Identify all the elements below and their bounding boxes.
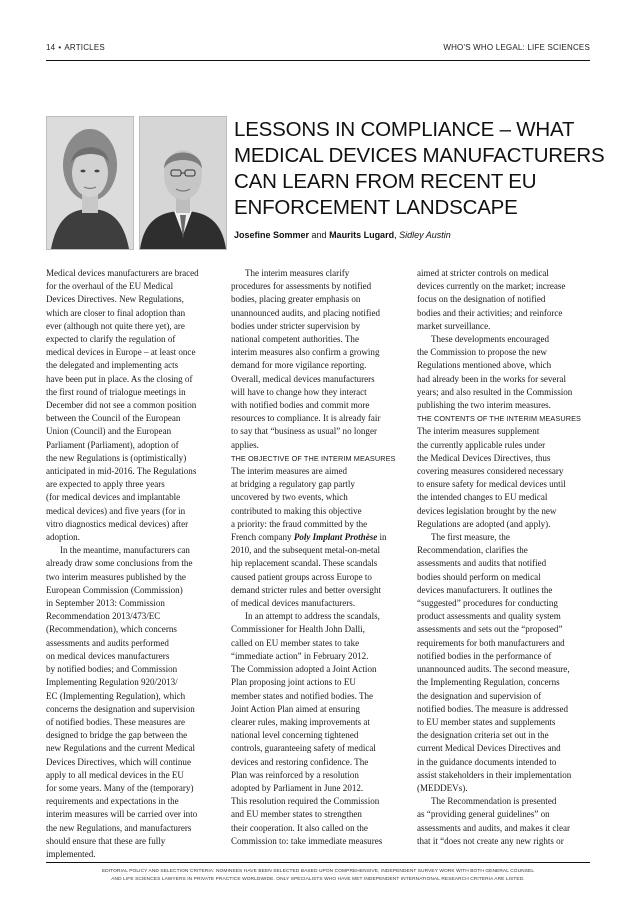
- paragraph-line: Overall, medical devices manufacturers: [231, 373, 375, 384]
- paragraph-line: the Commission to propose the new: [417, 347, 547, 358]
- paragraph-line: publishing the two interim measures.: [417, 400, 551, 411]
- paragraph: [231, 610, 403, 848]
- paragraph-line: In an attempt to address the scandals,: [245, 611, 380, 622]
- paragraph-line: Plan was reinforced by a resolution: [231, 769, 359, 780]
- paragraph-line: The first measure, the: [431, 532, 510, 543]
- paragraph-line: national level concerning tightened: [231, 730, 359, 741]
- author-photo-josefine-sommer: [46, 116, 134, 250]
- paragraph-line: assessments and audits, and makes it clear: [417, 822, 571, 833]
- paragraph-line: Medical devices manufacturers are braced: [46, 268, 199, 278]
- paragraph: [417, 795, 589, 848]
- page-header-left: [46, 43, 105, 52]
- paragraph-line: The interim measures are aimed: [231, 466, 348, 477]
- paragraph-line: bodies and their activities; and reinforce: [417, 307, 563, 318]
- paragraph-line: notified bodies in the performance of: [417, 650, 552, 661]
- paragraph-line: contributed to making this objective: [231, 505, 362, 516]
- paragraph: [417, 333, 589, 412]
- paragraph-line: between the Council of the European: [46, 413, 181, 424]
- paragraph-line: In the meantime, manufacturers can: [60, 545, 190, 556]
- footer-line: AND LIFE SCIENCES LAWYERS IN PRIVATE PRACTICE WORLDWIDE. ONLY SPECIALISTS WHO HAVE MET INDEPENDENT INTERNATIONAL RESEARCH CRITERIA ARE LISTED.: [111, 877, 525, 882]
- paragraph-line: procedures for assessments by notified: [231, 281, 372, 292]
- paragraph-line: bodies should perform on medical: [417, 571, 541, 582]
- paragraph-line: notified bodies. The measure is addressed: [417, 703, 569, 714]
- paragraph-line: (Recommendation), which concerns: [46, 624, 177, 635]
- page-number: 14: [46, 43, 56, 52]
- paragraph-line: the designation criteria set out in the: [417, 730, 549, 741]
- paragraph-line: Implementing Regulation 920/2013/: [46, 677, 178, 688]
- paragraph-line: as “providing general guidelines” on: [417, 809, 550, 820]
- paragraph-line: new Regulations and the current Medical: [46, 743, 195, 754]
- paragraph-line: for some years. Many of the (temporary): [46, 782, 194, 793]
- paragraph-line: (for medical devices and implantable: [46, 492, 181, 503]
- paragraph-line: market surveillance.: [417, 320, 491, 331]
- footer-line: EDITORIAL POLICY AND SELECTION CRITERIA: NOMINEES HAVE BEEN SELECTED BASED UPON COMPREHENSIVE, INDEPENDENT SURVEY WORK WITH BOTH GENERAL COUNSEL: [101, 869, 535, 874]
- paragraph-line: concerns the designation and supervision: [46, 703, 195, 714]
- byline-comma: ,: [394, 230, 400, 240]
- paragraph: [417, 531, 589, 795]
- paragraph-line: the currently applicable rules under: [417, 439, 546, 450]
- paragraph-line: EC (Implementing Regulation), which: [46, 690, 186, 701]
- paragraph-line: controls, guaranteeing safety of medical: [231, 743, 376, 754]
- paragraph-line: hip replacement scandal. These scandals: [231, 558, 378, 569]
- editorial-policy-footer: [46, 868, 590, 884]
- paragraph-line: unannounced audits. The second measure,: [417, 664, 570, 675]
- paragraph: [231, 267, 403, 452]
- paragraph-line: demand stricter rules and better oversight: [231, 584, 381, 595]
- paragraph-line: resources to compliance. It is already fair: [231, 413, 381, 424]
- title-line: MEDICAL DEVICES MANUFACTURERS: [234, 144, 605, 167]
- paragraph-line: devices legislation brought by the new: [417, 505, 557, 516]
- paragraph-line: interim measures also confirm a growing: [231, 347, 380, 358]
- paragraph-line: Regulations are adopted (and apply).: [417, 518, 551, 529]
- paragraph-line: member states and notified bodies. The: [231, 690, 374, 701]
- header-divider: [46, 60, 590, 61]
- paragraph-line: should ensure that these are fully: [46, 835, 166, 846]
- paragraph-line: the Medical Devices Directives, thus: [417, 452, 551, 463]
- author-name: Josefine Sommer: [234, 230, 310, 240]
- section-label: ARTICLES: [64, 43, 105, 52]
- paragraph-line: will have to change how they interact: [231, 386, 367, 397]
- paragraph-line: by notified bodies; and Commission: [46, 664, 178, 675]
- paragraph-line: “immediate action” in February 2012.: [231, 650, 369, 661]
- paragraph-line: 2010, and the subsequent metal-on-metal: [231, 545, 380, 556]
- author-photo-maurits-lugard: [139, 116, 227, 250]
- paragraph-line: already draw some conclusions from the: [46, 558, 193, 569]
- paragraph-line: implemented.: [46, 848, 96, 859]
- paragraph-line: called on EU member states to take: [231, 637, 360, 648]
- text-run: in: [377, 532, 387, 543]
- paragraph-line: The interim measures supplement: [417, 426, 540, 437]
- paragraph-line: [231, 531, 403, 544]
- paragraph-line: devices and restoring confidence. The: [231, 756, 369, 767]
- paragraph-line: product assessments and quality system: [417, 611, 561, 622]
- paragraph-line: clearer rules, making improvements at: [231, 716, 370, 727]
- article-column-3: [417, 267, 589, 848]
- paragraph: [231, 465, 403, 610]
- paragraph-line: bodies, placing greater emphasis on: [231, 294, 361, 305]
- paragraph-line: are expected to apply three years: [46, 479, 165, 490]
- paragraph-line: adopted by Parliament in June 2012.: [231, 782, 364, 793]
- paragraph-line: aimed at stricter controls on medical: [417, 268, 549, 278]
- paragraph-line: had already been in the works for several: [417, 373, 566, 384]
- title-line: LESSONS IN COMPLIANCE – WHAT: [234, 118, 575, 141]
- paragraph-lines: [231, 465, 403, 531]
- paragraph-line: the designation and supervision of: [417, 690, 542, 701]
- paragraph-line: two interim measures published by the: [46, 571, 186, 582]
- paragraph-line: designed to bridge the gap between the: [46, 730, 188, 741]
- paragraph-line: on medical devices manufacturers: [46, 650, 170, 661]
- title-line: CAN LEARN FROM RECENT EU: [234, 170, 537, 193]
- paragraph-line: which are closer to final adoption than: [46, 307, 186, 318]
- paragraph-line: uncovered by two events, which: [231, 492, 348, 503]
- paragraph-line: Commissioner for Health John Dalli,: [231, 624, 365, 635]
- law-firm-name: Sidley Austin: [399, 230, 451, 240]
- paragraph-line: a priority: the fraud committed by the: [231, 518, 368, 529]
- paragraph-line: The Commission adopted a Joint Action: [231, 664, 377, 675]
- article-column-2: [231, 267, 403, 848]
- section-heading: THE OBJECTIVE OF THE INTERIM MEASURES: [231, 453, 396, 463]
- paragraph-line: devices currently on the market; increase: [417, 281, 566, 292]
- paragraph-line: assist stakeholders in their implementation: [417, 769, 572, 780]
- paragraph-line: at bridging a regulatory gap partly: [231, 479, 355, 490]
- paragraph-line: assessments and audits performed: [46, 637, 169, 648]
- paragraph-line: expected to clarify the regulation of: [46, 334, 176, 345]
- paragraph-line: December did not see a common position: [46, 400, 197, 411]
- paragraph-line: the delegated and implementing acts: [46, 360, 179, 371]
- paragraph-line: Plan proposing joint actions to EU: [231, 677, 356, 688]
- paragraph-line: anticipated in mid-2016. The Regulations: [46, 466, 197, 477]
- byline: [234, 230, 451, 240]
- paragraph-line: assessments and sets out the “proposed”: [417, 624, 563, 635]
- paragraph-line: that it “does not create any new rights or: [417, 835, 564, 846]
- paragraph: [46, 544, 218, 861]
- paragraph: [46, 267, 218, 544]
- footer-divider: [46, 862, 590, 863]
- paragraph-line: Commission to: take immediate measures: [231, 835, 383, 846]
- paragraph-line: current Medical Devices Directives and: [417, 743, 561, 754]
- paragraph-line: and EU member states to strengthen: [231, 809, 362, 820]
- paragraph-line: requirements for both manufacturers and: [417, 637, 565, 648]
- paragraph-line: The Recommendation is presented: [431, 796, 557, 807]
- paragraph-line: for the overhaul of the EU Medical: [46, 281, 174, 292]
- paragraph-line: apply to all medical devices in the EU: [46, 769, 184, 780]
- paragraph-line: have been put in place. As the closing of: [46, 373, 193, 384]
- paragraph-line: in September 2013: Commission: [46, 598, 165, 609]
- paragraph-line: Union (Council) and the European: [46, 426, 172, 437]
- paragraph-line: the Implementing Regulation, concerns: [417, 677, 560, 688]
- article-title: [234, 117, 605, 221]
- paragraph-line: requirements and expectations in the: [46, 796, 179, 807]
- paragraph-line: adoption.: [46, 532, 80, 543]
- paragraph-line: bodies under stricter supervision by: [231, 320, 361, 331]
- title-line: ENFORCEMENT LANDSCAPE: [234, 196, 518, 219]
- byline-connector: and: [309, 230, 330, 240]
- paragraph-line: to ensure safety for medical devices until: [417, 479, 566, 490]
- paragraph-line: devices manufacturers. It outlines the: [417, 584, 553, 595]
- paragraph-line: national competent authorities. The: [231, 334, 359, 345]
- paragraph-line: the new Regulations is (optimistically): [46, 452, 187, 463]
- paragraph-line: covering measures considered necessary: [417, 466, 564, 477]
- paragraph-line: (MEDDEVs).: [417, 782, 468, 793]
- section-heading: THE CONTENTS OF THE INTERIM MEASURES: [417, 414, 582, 424]
- paragraph-line: with notified bodies and commit more: [231, 400, 370, 411]
- paragraph: [417, 425, 589, 531]
- paragraph-line: demand for more vigilance reporting.: [231, 360, 367, 371]
- paragraph-line: medical devices in Europe – at least once: [46, 347, 196, 358]
- paragraph-line: interim measures will be carried over into: [46, 809, 198, 820]
- paragraph-line: of medical devices manufacturers.: [231, 598, 356, 609]
- article-column-1: [46, 267, 218, 861]
- paragraph-line: caused patient groups across Europe to: [231, 571, 372, 582]
- paragraph-line: to EU member states and supplements: [417, 716, 556, 727]
- paragraph-line: the new Regulations, and manufacturers: [46, 822, 192, 833]
- paragraph-line: years; and also resulted in the Commission: [417, 386, 573, 397]
- paragraph-line: Devices Directives. New Regulations,: [46, 294, 184, 305]
- paragraph-line: ever (although not quite there yet), are: [46, 320, 185, 331]
- paragraph-line: of notified bodies. These measures are: [46, 716, 186, 727]
- paragraph-line: in the guidance documents intended to: [417, 756, 557, 767]
- company-name: Poly Implant Prothèse: [293, 532, 378, 543]
- paragraph-line: Parliament (Parliament), adoption of: [46, 439, 179, 450]
- paragraph-line: vitro diagnostics medical devices) after: [46, 518, 189, 529]
- paragraph-line: “suggested” procedures for conducting: [417, 598, 558, 609]
- author-name: Maurits Lugard: [329, 230, 395, 240]
- paragraph-line: Joint Action Plan aimed at ensuring: [231, 703, 360, 714]
- paragraph-line: assessments and audits that notified: [417, 558, 547, 569]
- paragraph-line: to say that “business as usual” no longer: [231, 426, 377, 437]
- paragraph-line: Devices Directives, which will continue: [46, 756, 191, 767]
- paragraph-line: their cooperation. It also called on the: [231, 822, 368, 833]
- header-bullet: •: [58, 43, 62, 52]
- paragraph-line: Recommendation, clarifies the: [417, 545, 528, 556]
- paragraph-line: the intended changes to EU medical: [417, 492, 548, 503]
- paragraph-line: The interim measures clarify: [245, 268, 350, 278]
- paragraph: [417, 267, 589, 333]
- paragraph-line: These developments encouraged: [431, 334, 550, 345]
- paragraph-line: European Commission (Commission): [46, 584, 183, 595]
- paragraph-line: medical devices) and five years (for in: [46, 505, 186, 516]
- text-run: French company: [231, 532, 294, 543]
- publication-name: WHO'S WHO LEGAL: LIFE SCIENCES: [443, 43, 590, 52]
- paragraph-line: applies.: [231, 439, 259, 450]
- paragraph-line: unannounced audits, and placing notified: [231, 307, 380, 318]
- paragraph-line: Recommendation 2013/473/EC: [46, 611, 161, 622]
- paragraph-line: the first round of trialogue meetings in: [46, 386, 186, 397]
- paragraph-lines: [231, 544, 403, 610]
- paragraph-line: This resolution required the Commission: [231, 796, 380, 807]
- paragraph-line: focus on the designation of notified: [417, 294, 546, 305]
- paragraph-line: Regulations mentioned above, which: [417, 360, 552, 371]
